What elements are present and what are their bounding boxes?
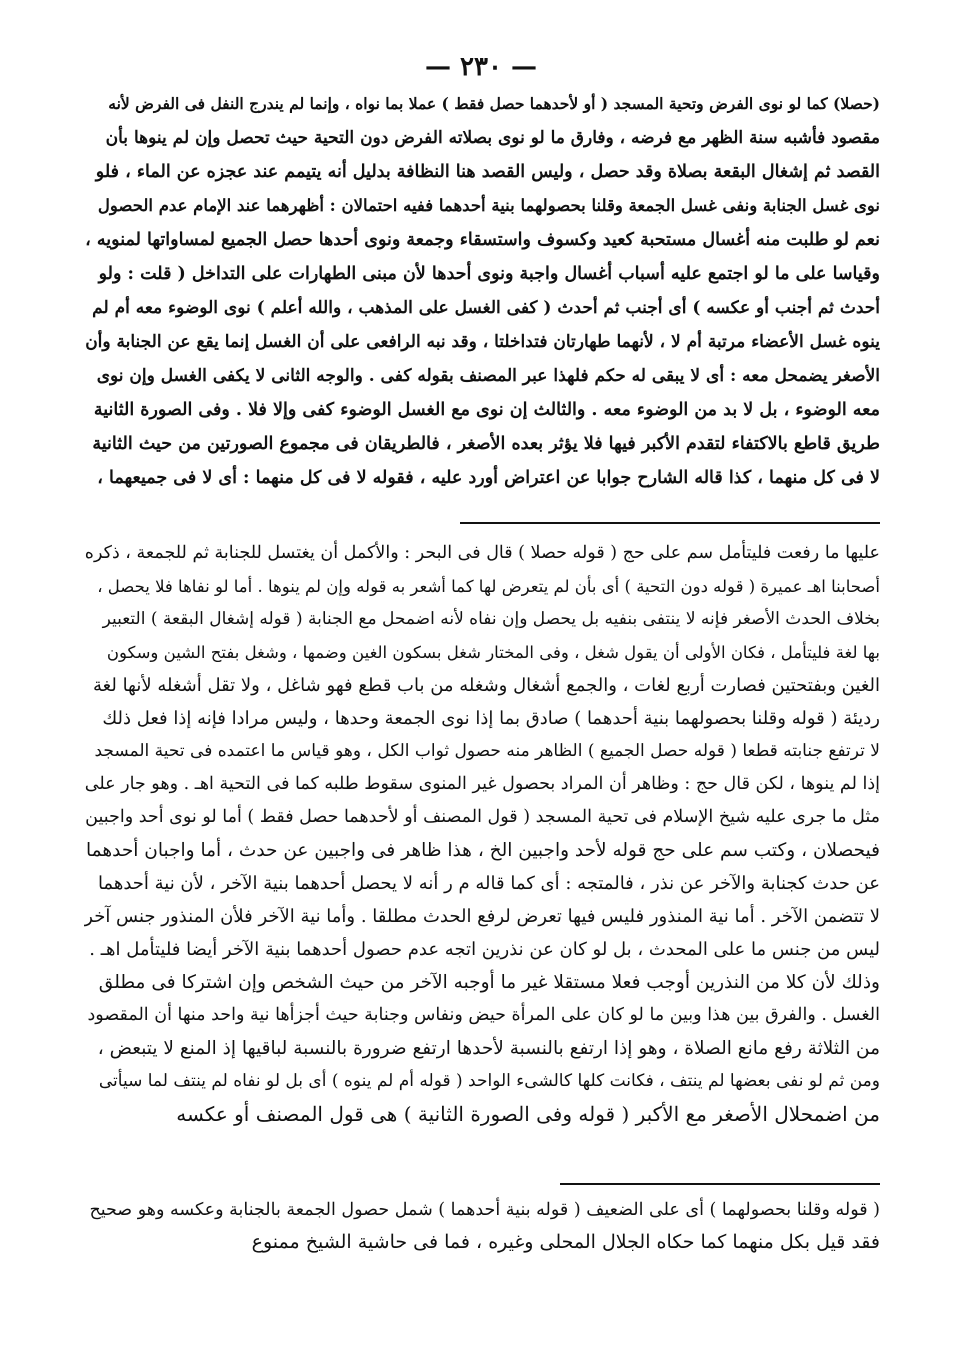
- main-text-line: (حصلا) كما لو نوى الفرض وتحية المسجد ( أو لأحدهما حصل فقط ) عملا بما نواه ، وإنما لم يندرج النفل فى الفرض لأنه: [108, 94, 880, 113]
- commentary-line: لا ترتفع جنابته قطعا ( قوله حصل الجميع ) الظاهر منه حصول ثواب الكل ، وهو قياس ما اعتمده فى تحية المسجد: [94, 741, 880, 761]
- commentary-line: وذلك لأن كلا من النذرين أوجب فعلا مستقلا غير ما أوجبه الآخر من حيث الشخص وإن اشتركا فى مطلق: [98, 972, 880, 993]
- section-divider: [460, 522, 880, 524]
- main-text-line: أحدث ثم أجنب أو عكسه ) أى أجنب ثم أحدث ( كفى الغسل على المذهب ، والله أعلم ) نوى الوضوء معه أم لم: [92, 298, 880, 318]
- main-text-line: طريق قاطع بالاكتفاء لتقدم الأكبر فيها فلا يؤثر بعده الأصغر ، فالطريقان فى مجموع الصورتين من حيث الثانية: [92, 434, 880, 454]
- commentary-line: بها لغة فليتأمل ، فكان الأولى أن يقول شغل ، وفى المختار شغل بسكون الغين وضمها ، وشغل بفتح الشين وسكون: [106, 643, 880, 662]
- main-text-block: [84, 87, 880, 495]
- commentary-line: إذا لم ينوها ، لكن قال حج : وظاهر أن المراد بحصول غير المنوى سقوط طلبه كما فى التحية اهـ . وهو جار على: [84, 774, 880, 794]
- commentary-block: [84, 537, 880, 1131]
- main-text-line: القصد ثم إشغال البقعة بصلاة وقد حصل ، وليس القصد هنا النظافة بدليل أنه يتيمم عند عجزه عن الماء ، فلو: [95, 162, 880, 182]
- footnote-divider: [560, 1183, 880, 1185]
- main-text-line: الأصغر يضمحل معه : أى لا يبقى له حكم فلهذا عبر المصنف بقوله كفى . والوجه الثانى لا يكفى الغسل وإن نوى: [96, 366, 880, 386]
- main-text-line: معه الوضوء ، بل لا بد من الوضوء معه . والثالث إن نوى مع الغسل الوضوء كفى وإلا فلا . وفى الصورة الثانية: [93, 400, 880, 420]
- commentary-line: من الثلاثة رفع مانع الصلاة ، وهو إذا ارتفع بالنسبة لأحدها ارتفع ضرورة بالنسبة لباقيها إذ المنع لا يتبعض ،: [97, 1038, 880, 1059]
- footnote-line: ( قوله وقلنا بحصولهما ) أى على الضعيف ( قوله بنية أحدهما ) شمل حصول الجمعة بالجنابة وعكسه وهو صحيح: [89, 1200, 880, 1220]
- commentary-line: بخلاف الحدث الأصغر فإنه لا ينتفى بنفيه بل يحصل وإن نفاه لأنه اضمحل مع الجنابة ( قوله إشغال البقعة ) التعبير: [102, 609, 880, 629]
- commentary-line: ليس من جنس ما على المحدث ، بل لو كان عن نذرين اتجه عدم حصول أحدهما بنية الآخر أيضا فليتأمل اهـ .: [89, 939, 880, 960]
- commentary-line: من اضمحلال الأصغر مع الأكبر ( قوله وفى الصورة الثانية ) هى قول المصنف أو عكسه: [176, 1102, 880, 1126]
- main-text-line: نعم لو طلبت منه أغسال مستحبة كعيد وكسوف واستسقاء وجمعة ونوى أحدها حصل الجميع لمساواتها لمنويه ،: [85, 230, 880, 250]
- commentary-line: ومن ثم لو نفى بعضها لم ينتف ، فكانت كلها كالشىء الواحد ( قوله أم لم ينوه ) أى بل لو نفاه لم ينتف لما سيأتى: [98, 1071, 880, 1091]
- commentary-line: لا تتضمن الآخر . أما نية المنذور فليس فيها تعرض لرفع الحدث مطلقا . وأما نية الآخر فلأن المنذور جنس آخر: [84, 906, 880, 927]
- commentary-line: الغين وبفتحتين فصارت أربع لغات ، والجمع أشغال وشغله من باب قطع فهو شاغل ، ولا تقل أشغله لأنها لغة: [93, 675, 880, 696]
- commentary-line: رديئة ( قوله وقلنا بحصولهما بنية أحدهما ) صادق بما إذا نوى الجمعة وحدها ، وليس مرادا فإنه إذا فعل ذلك: [102, 708, 880, 729]
- commentary-line: فيحصلان ، وكتب سم على حج قوله لأحد واجبين الخ ، هذا ظاهر فى واجبين عن حدث ، أما واجبان أحدهما: [86, 840, 880, 861]
- main-text-line: نوى غسل الجنابة ونفى غسل الجمعة وقلنا بحصولهما بنية أحدهما ففيه احتمالان : أظهرهما عند الإمام عدم الحصول: [97, 196, 880, 215]
- commentary-line: عن حدث كجنابة والآخر عن نذر ، فالمتجه : أى كما قاله م ر أنه لا يحصل أحدهما بنية الآخر ، لأن نية أحدهما: [97, 873, 880, 894]
- commentary-line: عليها ما رفعت فليتأمل سم على حج ( قوله حصلا ) قال فى البحر : والأكمل أن يغتسل للجنابة ثم للجمعة ، ذكره: [84, 543, 880, 563]
- commentary-line: أصحابنا اهـ عميرة ( قوله دون التحية ) أى بأن لم يتعرض لها كما أشعر به قوله وإن لم ينوها . أما لو نفاها فلا يحصل ،: [97, 577, 880, 596]
- main-text-line: ينوه غسل الأعضاء مرتبة أم لا ، لأنهما طهارتان فتداخلتا ، وقد نبه الرافعى على أن الغسل إنما يقع عن الجنابة وأن: [85, 332, 880, 352]
- footnote-block: [84, 1194, 880, 1258]
- page-number: — ٢٣٠ —: [424, 52, 538, 82]
- main-text-line: لا فى كل منهما ، كذا قاله الشارح جوابا عن اعتراض أورد عليه ، فقوله لا فى كل منهما : أى لا فى جميعهما ،: [97, 468, 880, 488]
- main-text-line: مقصود فأشبه سنة الظهر مع فرضه ، وفارق ما لو نوى بصلاته الفرض دون التحية حيث تحصل وإن لم ينوها بأن: [105, 128, 880, 148]
- commentary-line: الغسل . والفرق بين هذا وبين ما لو كان على المرأة حيض ونفاس وجنابة حيث أجزأها نية واحد منها أن المقصود: [87, 1005, 880, 1025]
- footnote-line: فقد قيل بكل منهما كما حكاه الجلال المحلى وغيره ، فما فى حاشية الشيخ ممنوع: [251, 1231, 880, 1253]
- commentary-line: مثل ما جرى عليه شيخ الإسلام فى تحية المسجد ( قول المصنف أو لأحدهما حصل فقط ) أما لو نوى أحد واجبين: [85, 807, 880, 827]
- main-text-line: وقياسا على ما لو اجتمع عليه أسباب أغسال واجبة ونوى أحدها لأن مبنى الطهارات على التداخل ( قلت : ولو: [98, 264, 880, 284]
